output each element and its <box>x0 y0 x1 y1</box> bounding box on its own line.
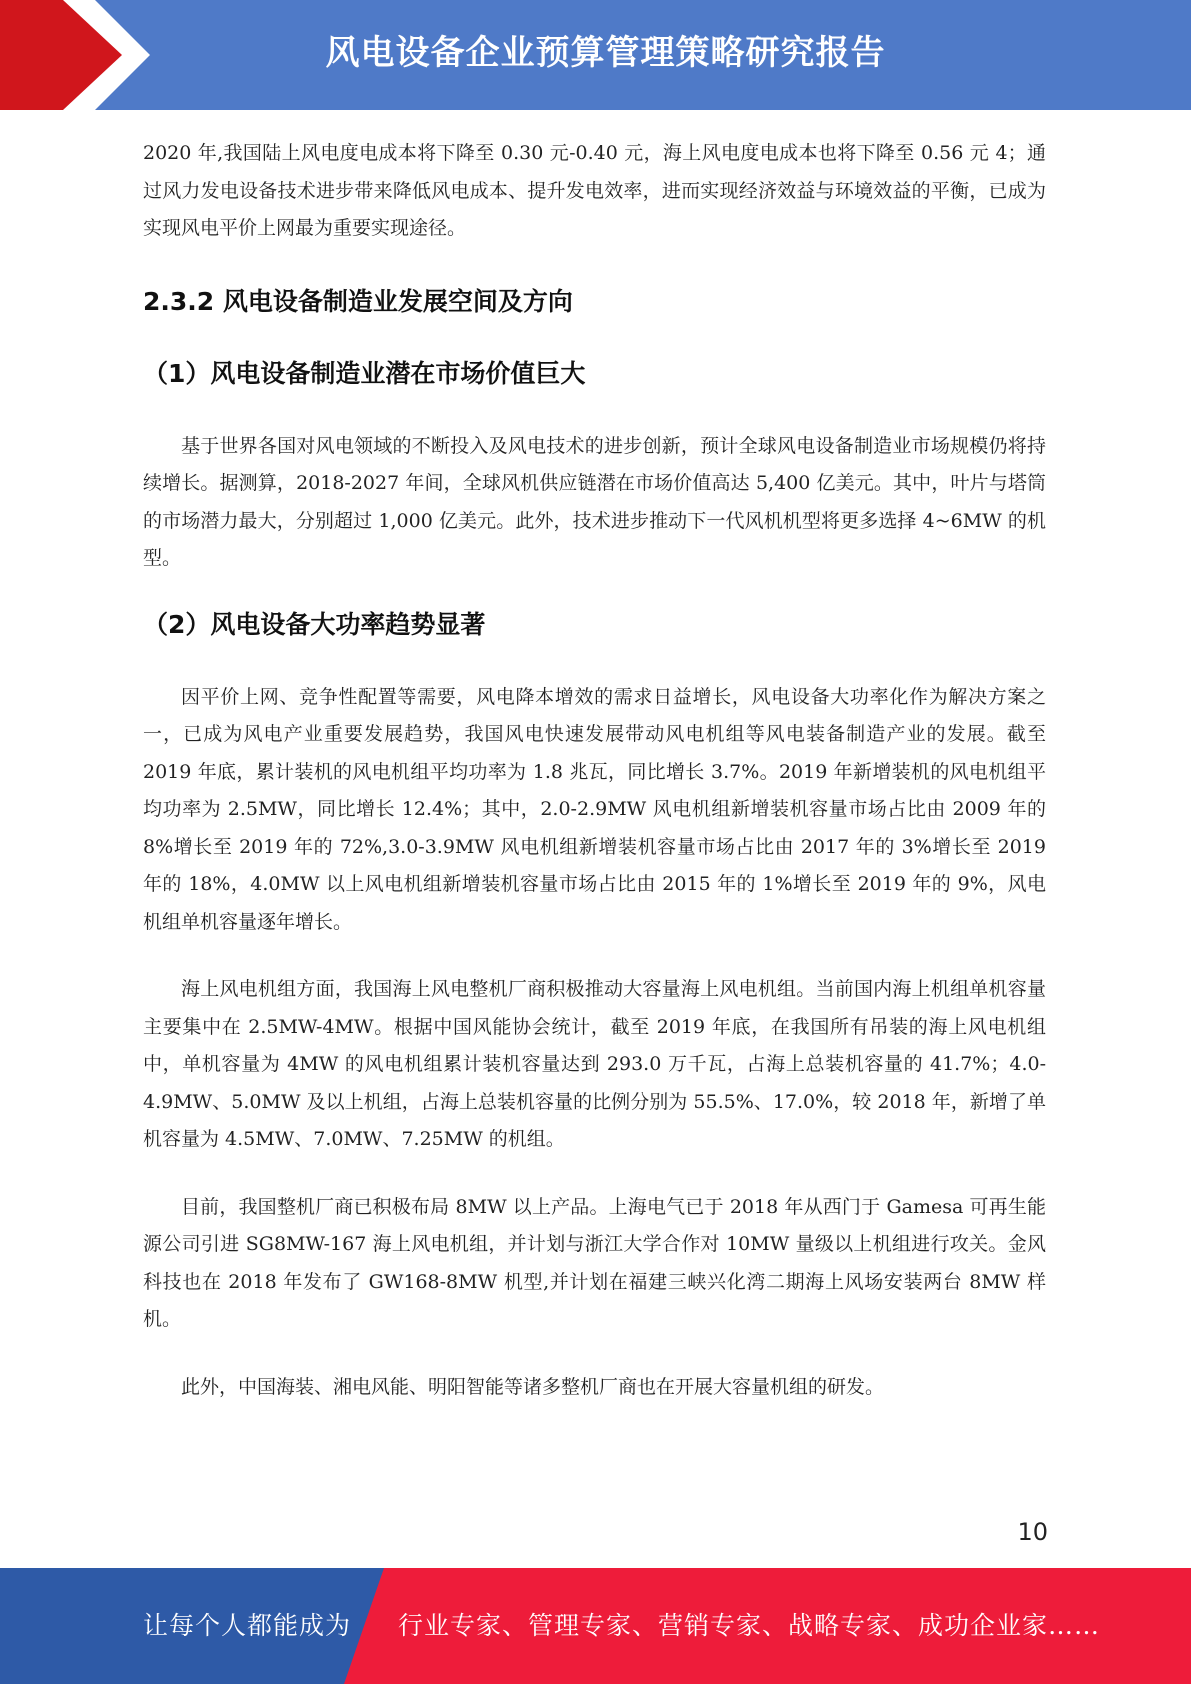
paragraph: 此外，中国海装、湘电风能、明阳智能等诸多整机厂商也在开展大容量机组的研发。 <box>181 1375 885 1398</box>
subsection-heading-2: （2）风电设备大功率趋势显著 <box>143 609 486 639</box>
footer-band <box>0 1568 1191 1684</box>
paragraph: 因平价上网、竞争性配置等需要，风电降本增效的需求日益增长，风电设备大功率化作为解决方案之一，已成为风电产业重要发展趋势，我国风电快速发展带动风电机组等风电装备制造产业的发展。截至 2019 年底，累计装机的风电机组平均功率为 1.8 兆瓦，同比增长 3.7%。2019 年新增装机的风电机组平均功率为 2.5MW，同比增长 12.4%；其中，2.0-2.9MW 风电机组新增装机容量市场占比由 2009 年的 8%增长至 2019 年的 72%,3.0-3.9MW 风电机组新增装机容量市场占比由 2017 年的 3%增长至 2019 年的 18%，4.0MW 以上风电机组新增装机容量市场占比由 2015 年的 1%增长至 2019 年的 9%，风电机组单机容量逐年增长。 <box>143 685 1046 933</box>
paragraph: 目前，我国整机厂商已积极布局 8MW 以上产品。上海电气已于 2018 年从西门于 Gamesa 可再生能源公司引进 SG8MW-167 海上风电机组，并计划与浙江大学合作对 10MW 量级以上机组进行攻关。金风科技也在 2018 年发布了 GW168-8MW 机型,并计划在福建三峡兴化湾二期海上风场安装两台 8MW 样机。 <box>143 1195 1046 1330</box>
footer-slogan-right: 行业专家、管理专家、营销专家、战略专家、成功企业家…… <box>398 1611 1101 1640</box>
document-title: 风电设备企业预算管理策略研究报告 <box>325 33 886 73</box>
footer-slogan-left: 让每个人都能成为 <box>143 1611 352 1640</box>
page-number: 10 <box>1017 1518 1048 1546</box>
paragraph: 基于世界各国对风电领域的不断投入及风电技术的进步创新，预计全球风电设备制造业市场规模仍将持续增长。据测算，2018-2027 年间，全球风机供应链潜在市场价值高达 5,400 亿美元。其中，叶片与塔筒的市场潜力最大，分别超过 1,000 亿美元。此外，技术进步推动下一代风机机型将更多选择 4~6MW 的机型。 <box>143 434 1046 569</box>
intro-paragraph: 2020 年,我国陆上风电度电成本将下降至 0.30 元-0.40 元，海上风电度电成本也将下降至 0.56 元 4；通过风力发电设备技术进步带来降低风电成本、提升发电效率，进而实现经济效益与环境效益的平衡，已成为实现风电平价上网最为重要实现途径。 <box>143 142 1046 239</box>
header-band <box>0 0 1191 110</box>
main-content <box>143 135 1046 1406</box>
paragraph: 海上风电机组方面，我国海上风电整机厂商积极推动大容量海上风电机组。当前国内海上机组单机容量主要集中在 2.5MW-4MW。根据中国风能协会统计，截至 2019 年底，在我国所有吊装的海上风电机组中，单机容量为 4MW 的风电机组累计装机容量达到 293.0 万千瓦，占海上总装机容量的 41.7%；4.0-4.9MW、5.0MW 及以上机组，占海上总装机容量的比例分别为 55.5%、17.0%，较 2018 年，新增了单机容量为 4.5MW、7.0MW、7.25MW 的机组。 <box>143 978 1046 1150</box>
subsection-heading-1: （1）风电设备制造业潜在市场价值巨大 <box>143 358 586 388</box>
section-heading: 2.3.2 风电设备制造业发展空间及方向 <box>143 286 573 316</box>
